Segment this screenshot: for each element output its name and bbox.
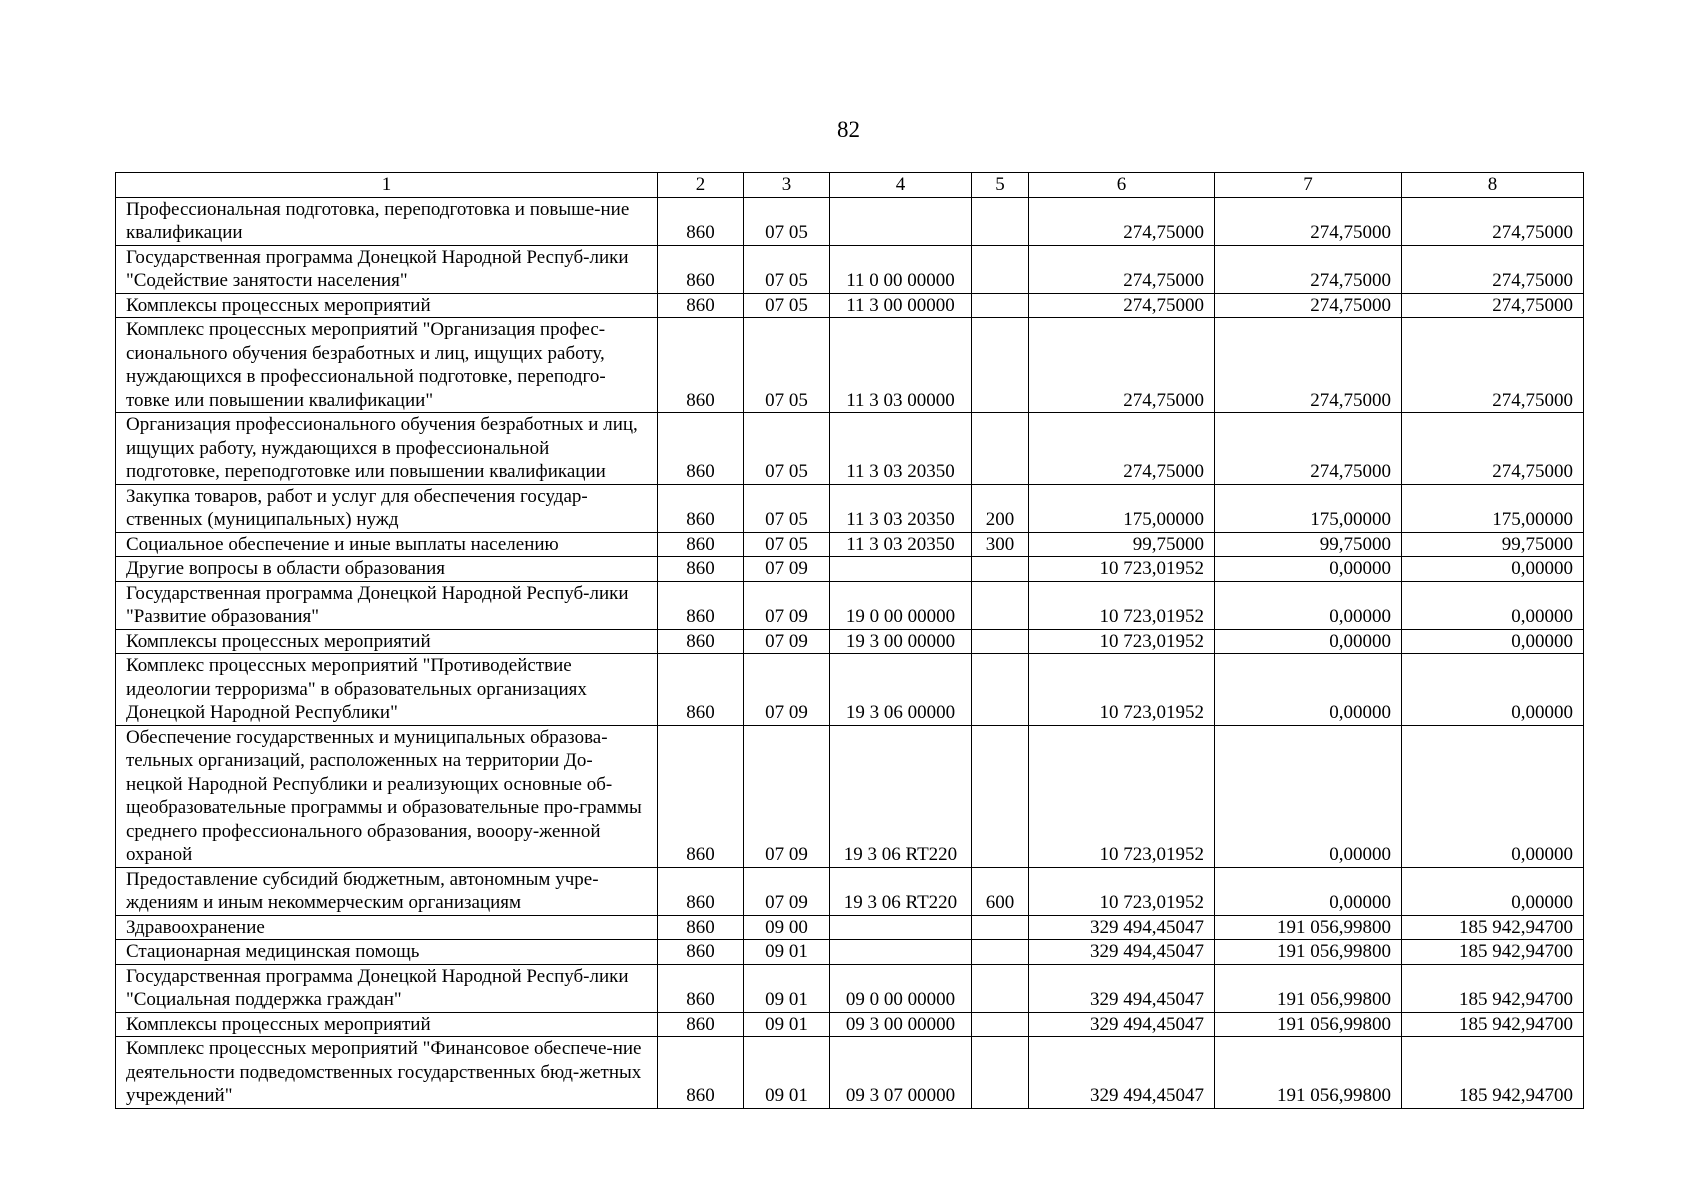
table-row (116, 245, 1584, 293)
budget-table (115, 172, 1584, 1109)
cell-section: 07 05 (744, 293, 830, 318)
cell-amount-7: 99,75000 (1215, 532, 1402, 557)
cell-section: 09 01 (744, 940, 830, 965)
cell-amount-7: 0,00000 (1215, 629, 1402, 654)
cell-amount-8: 185 942,94700 (1402, 1037, 1584, 1109)
cell-section: 07 09 (744, 867, 830, 915)
cell-target-article: 11 3 03 20350 (830, 532, 972, 557)
cell-amount-6: 10 723,01952 (1029, 725, 1215, 867)
cell-section: 07 05 (744, 484, 830, 532)
cell-expense-type (972, 245, 1029, 293)
cell-amount-8: 0,00000 (1402, 867, 1584, 915)
cell-ministry: 860 (658, 654, 744, 726)
table-row (116, 1012, 1584, 1037)
cell-ministry: 860 (658, 293, 744, 318)
cell-section: 07 09 (744, 725, 830, 867)
row-name: Комплекс процессных мероприятий "Противодействие идеологии терроризма" в образовательных организациях Донецкой Народной Республики" (116, 654, 658, 726)
cell-ministry: 860 (658, 245, 744, 293)
cell-target-article: 09 3 07 00000 (830, 1037, 972, 1109)
table-row (116, 318, 1584, 413)
cell-amount-6: 329 494,45047 (1029, 1037, 1215, 1109)
row-name: Предоставление субсидий бюджетным, автономным учре-ждениям и иным некоммерческим организациям (116, 867, 658, 915)
cell-amount-7: 191 056,99800 (1215, 915, 1402, 940)
cell-target-article: 11 0 00 00000 (830, 245, 972, 293)
table-row (116, 532, 1584, 557)
cell-target-article: 19 3 06 RT220 (830, 867, 972, 915)
cell-amount-6: 274,75000 (1029, 318, 1215, 413)
cell-ministry: 860 (658, 940, 744, 965)
cell-ministry: 860 (658, 1012, 744, 1037)
row-name: Комплексы процессных мероприятий (116, 629, 658, 654)
table-row (116, 1037, 1584, 1109)
cell-section: 09 01 (744, 1037, 830, 1109)
table-row (116, 867, 1584, 915)
cell-amount-8: 0,00000 (1402, 725, 1584, 867)
cell-ministry: 860 (658, 581, 744, 629)
cell-amount-7: 0,00000 (1215, 867, 1402, 915)
cell-amount-8: 274,75000 (1402, 197, 1584, 245)
column-header: 2 (658, 173, 744, 198)
cell-amount-8: 0,00000 (1402, 581, 1584, 629)
cell-target-article: 11 3 03 00000 (830, 318, 972, 413)
cell-amount-8: 0,00000 (1402, 557, 1584, 582)
cell-expense-type (972, 557, 1029, 582)
cell-section: 09 00 (744, 915, 830, 940)
cell-expense-type: 600 (972, 867, 1029, 915)
cell-amount-7: 175,00000 (1215, 484, 1402, 532)
column-header: 3 (744, 173, 830, 198)
cell-amount-7: 191 056,99800 (1215, 940, 1402, 965)
cell-ministry: 860 (658, 1037, 744, 1109)
cell-section: 09 01 (744, 964, 830, 1012)
table-row (116, 915, 1584, 940)
table-row (116, 413, 1584, 485)
cell-amount-6: 10 723,01952 (1029, 654, 1215, 726)
row-name: Здравоохранение (116, 915, 658, 940)
cell-expense-type (972, 725, 1029, 867)
cell-amount-8: 99,75000 (1402, 532, 1584, 557)
table-row (116, 629, 1584, 654)
cell-target-article: 11 3 03 20350 (830, 413, 972, 485)
cell-amount-8: 274,75000 (1402, 245, 1584, 293)
cell-target-article: 19 3 06 00000 (830, 654, 972, 726)
cell-amount-6: 274,75000 (1029, 293, 1215, 318)
cell-section: 07 05 (744, 413, 830, 485)
cell-expense-type (972, 318, 1029, 413)
row-name: Государственная программа Донецкой Народной Респуб-лики "Социальная поддержка граждан" (116, 964, 658, 1012)
cell-amount-6: 10 723,01952 (1029, 581, 1215, 629)
cell-amount-8: 274,75000 (1402, 413, 1584, 485)
cell-amount-6: 10 723,01952 (1029, 629, 1215, 654)
cell-ministry: 860 (658, 532, 744, 557)
cell-expense-type (972, 1037, 1029, 1109)
cell-ministry: 860 (658, 318, 744, 413)
row-name: Социальное обеспечение и иные выплаты населению (116, 532, 658, 557)
cell-ministry: 860 (658, 557, 744, 582)
table-row (116, 964, 1584, 1012)
cell-ministry: 860 (658, 964, 744, 1012)
cell-amount-6: 274,75000 (1029, 197, 1215, 245)
row-name: Государственная программа Донецкой Народной Респуб-лики "Развитие образования" (116, 581, 658, 629)
cell-section: 07 05 (744, 318, 830, 413)
row-name: Организация профессионального обучения безработных и лиц, ищущих работу, нуждающихся в профессиональной подготовке, переподготовке или повышении квалификации (116, 413, 658, 485)
row-name: Профессиональная подготовка, переподготовка и повыше-ние квалификации (116, 197, 658, 245)
cell-amount-7: 274,75000 (1215, 318, 1402, 413)
column-header: 4 (830, 173, 972, 198)
cell-amount-8: 274,75000 (1402, 293, 1584, 318)
cell-target-article: 09 0 00 00000 (830, 964, 972, 1012)
cell-expense-type (972, 413, 1029, 485)
cell-ministry: 860 (658, 725, 744, 867)
row-name: Другие вопросы в области образования (116, 557, 658, 582)
page-number: 82 (837, 117, 860, 142)
cell-amount-7: 191 056,99800 (1215, 1012, 1402, 1037)
cell-amount-6: 10 723,01952 (1029, 867, 1215, 915)
cell-target-article (830, 915, 972, 940)
cell-expense-type (972, 940, 1029, 965)
cell-amount-7: 274,75000 (1215, 413, 1402, 485)
cell-ministry: 860 (658, 629, 744, 654)
cell-section: 07 09 (744, 629, 830, 654)
column-header: 6 (1029, 173, 1215, 198)
cell-target-article (830, 197, 972, 245)
cell-amount-6: 329 494,45047 (1029, 964, 1215, 1012)
cell-amount-7: 0,00000 (1215, 581, 1402, 629)
column-header: 8 (1402, 173, 1584, 198)
cell-amount-6: 329 494,45047 (1029, 940, 1215, 965)
table-row (116, 293, 1584, 318)
cell-amount-7: 191 056,99800 (1215, 1037, 1402, 1109)
row-name: Комплекс процессных мероприятий "Финансовое обеспече-ние деятельности подведомственных государственных бюд-жетных учреждений" (116, 1037, 658, 1109)
cell-amount-7: 191 056,99800 (1215, 964, 1402, 1012)
cell-section: 07 09 (744, 557, 830, 582)
cell-amount-8: 185 942,94700 (1402, 1012, 1584, 1037)
cell-amount-8: 175,00000 (1402, 484, 1584, 532)
cell-ministry: 860 (658, 484, 744, 532)
cell-expense-type (972, 197, 1029, 245)
cell-section: 09 01 (744, 1012, 830, 1037)
cell-section: 07 05 (744, 532, 830, 557)
table-row (116, 557, 1584, 582)
cell-target-article: 11 3 00 00000 (830, 293, 972, 318)
table-row (116, 581, 1584, 629)
row-name: Стационарная медицинская помощь (116, 940, 658, 965)
table-row (116, 654, 1584, 726)
cell-target-article: 19 3 00 00000 (830, 629, 972, 654)
cell-target-article: 09 3 00 00000 (830, 1012, 972, 1037)
cell-amount-7: 274,75000 (1215, 293, 1402, 318)
column-header: 7 (1215, 173, 1402, 198)
cell-amount-8: 185 942,94700 (1402, 964, 1584, 1012)
cell-expense-type (972, 581, 1029, 629)
table-row (116, 725, 1584, 867)
cell-expense-type: 200 (972, 484, 1029, 532)
cell-expense-type (972, 654, 1029, 726)
table-row (116, 197, 1584, 245)
cell-expense-type (972, 915, 1029, 940)
cell-amount-8: 185 942,94700 (1402, 915, 1584, 940)
cell-target-article: 19 3 06 RT220 (830, 725, 972, 867)
cell-ministry: 860 (658, 413, 744, 485)
cell-amount-8: 0,00000 (1402, 629, 1584, 654)
cell-amount-6: 10 723,01952 (1029, 557, 1215, 582)
cell-amount-7: 0,00000 (1215, 725, 1402, 867)
row-name: Обеспечение государственных и муниципальных образова-тельных организаций, расположенных на территории До-нецкой Народной Республики и реализующих основные об-щеобразовательные программы и образовательные про-граммы среднего профессионального образования, вооору-женной охраной (116, 725, 658, 867)
cell-amount-6: 175,00000 (1029, 484, 1215, 532)
cell-amount-6: 274,75000 (1029, 413, 1215, 485)
cell-amount-8: 274,75000 (1402, 318, 1584, 413)
row-name: Государственная программа Донецкой Народной Респуб-лики "Содействие занятости населения" (116, 245, 658, 293)
cell-section: 07 09 (744, 581, 830, 629)
row-name: Комплексы процессных мероприятий (116, 1012, 658, 1037)
cell-expense-type: 300 (972, 532, 1029, 557)
column-header: 5 (972, 173, 1029, 198)
cell-section: 07 05 (744, 197, 830, 245)
table-row (116, 940, 1584, 965)
row-name: Закупка товаров, работ и услуг для обеспечения государ-ственных (муниципальных) нужд (116, 484, 658, 532)
column-header: 1 (116, 173, 658, 198)
cell-amount-6: 99,75000 (1029, 532, 1215, 557)
cell-amount-7: 274,75000 (1215, 245, 1402, 293)
cell-amount-6: 274,75000 (1029, 245, 1215, 293)
cell-amount-7: 0,00000 (1215, 654, 1402, 726)
cell-ministry: 860 (658, 867, 744, 915)
row-name: Комплексы процессных мероприятий (116, 293, 658, 318)
cell-ministry: 860 (658, 915, 744, 940)
cell-amount-8: 0,00000 (1402, 654, 1584, 726)
cell-expense-type (972, 629, 1029, 654)
cell-section: 07 05 (744, 245, 830, 293)
cell-amount-8: 185 942,94700 (1402, 940, 1584, 965)
cell-ministry: 860 (658, 197, 744, 245)
cell-section: 07 09 (744, 654, 830, 726)
row-name: Комплекс процессных мероприятий "Организация профес-сионального обучения безработных и лиц, ищущих работу, нуждающихся в профессиональной подготовке, переподго-товке или повышении квалификации" (116, 318, 658, 413)
cell-amount-7: 0,00000 (1215, 557, 1402, 582)
cell-expense-type (972, 964, 1029, 1012)
cell-target-article (830, 940, 972, 965)
cell-amount-6: 329 494,45047 (1029, 915, 1215, 940)
table-header-row (116, 173, 1584, 198)
cell-target-article: 19 0 00 00000 (830, 581, 972, 629)
cell-amount-7: 274,75000 (1215, 197, 1402, 245)
cell-target-article: 11 3 03 20350 (830, 484, 972, 532)
cell-expense-type (972, 293, 1029, 318)
cell-expense-type (972, 1012, 1029, 1037)
cell-target-article (830, 557, 972, 582)
table-row (116, 484, 1584, 532)
cell-amount-6: 329 494,45047 (1029, 1012, 1215, 1037)
